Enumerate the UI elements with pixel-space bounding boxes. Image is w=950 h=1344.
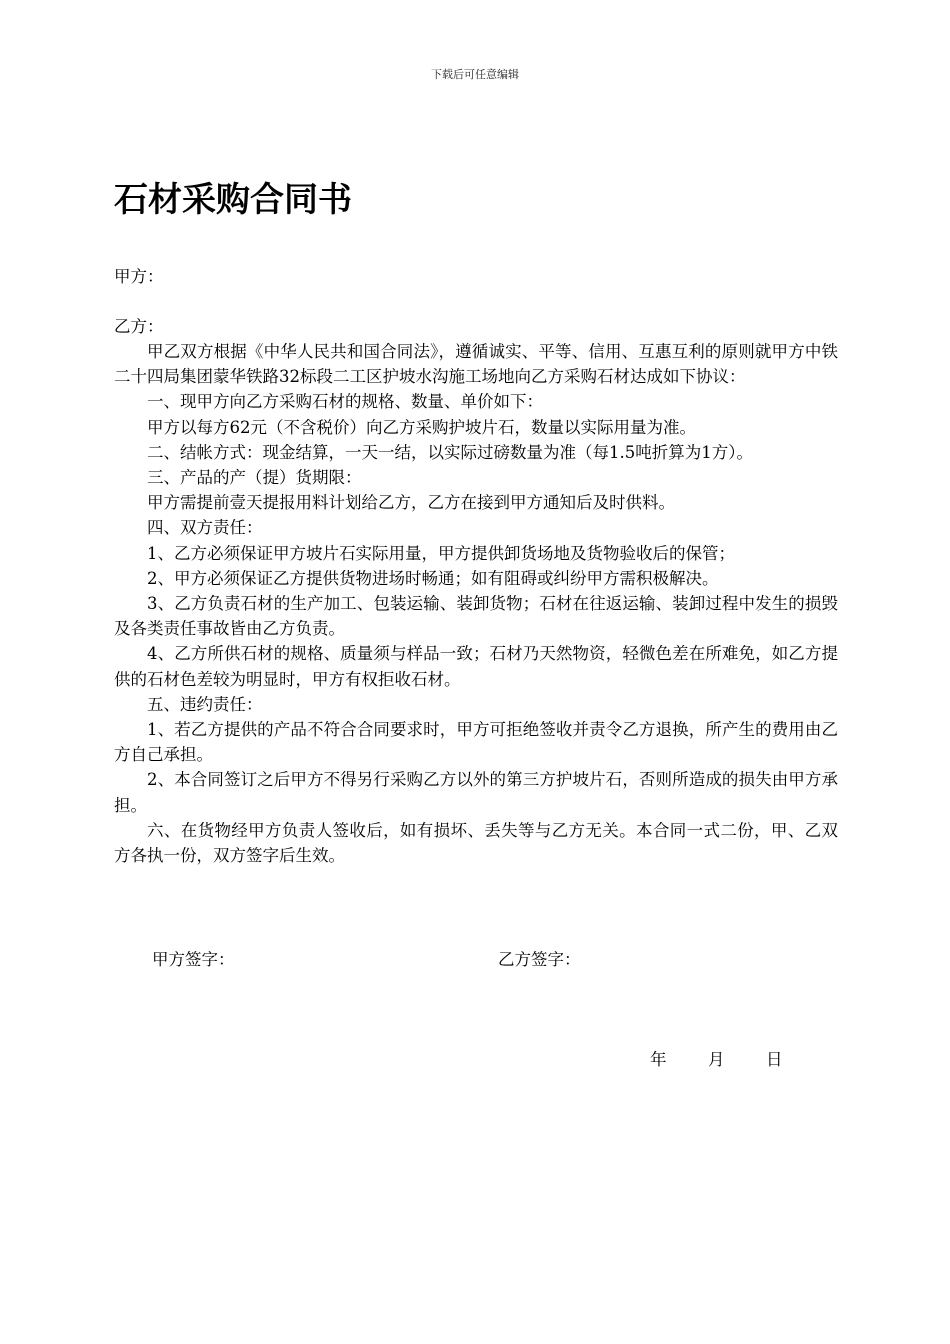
contract-paragraph: 一、现甲方向乙方采购石材的规格、数量、单价如下： — [147, 392, 543, 412]
date-day-label: 日 — [766, 1050, 783, 1069]
contract-paragraph: 四、双方责任： — [147, 518, 263, 538]
contract-paragraph: 3、乙方负责石材的生产加工、包装运输、装卸货物；石材在往返运输、装卸过程中发生的损毁及各类责任事故皆由乙方负责。 — [114, 594, 838, 639]
contract-paragraph: 甲方以每方62元（不含税价）向乙方采购护坡片石，数量以实际用量为准。 — [147, 417, 696, 437]
contract-paragraph: 1、乙方必须保证甲方坡片石实际用量，甲方提供卸货场地及货物验收后的保管； — [147, 543, 735, 563]
date-month-label: 月 — [708, 1050, 725, 1069]
date-line — [650, 1046, 783, 1070]
contract-paragraph: 1、若乙方提供的产品不符合合同要求时，甲方可拒绝签收并责令乙方退换，所产生的费用由乙方自己承担。 — [114, 720, 838, 765]
page-header-note: 下载后可任意编辑 — [431, 68, 519, 81]
contract-paragraph: 五、违约责任： — [147, 694, 263, 714]
contract-paragraph: 4、乙方所供石材的规格、质量须与样品一致；石材乃天然物资，轻微色差在所难免，如乙方提供的石材色差较为明显时，甲方有权拒收石材。 — [114, 644, 838, 689]
contract-paragraph: 2、本合同签订之后甲方不得另行采购乙方以外的第三方护坡片石，否则所造成的损失由甲方承担。 — [114, 770, 838, 815]
contract-paragraph: 三、产品的产（提）货期限： — [147, 468, 362, 488]
contract-paragraph: 二、结帐方式：现金结算，一天一结，以实际过磅数量为准（每1.5吨折算为1方）。 — [147, 442, 753, 462]
party-a-signature-label: 甲方签字： — [152, 950, 235, 969]
party-b-signature-label: 乙方签字： — [498, 950, 581, 969]
date-year-label: 年 — [650, 1050, 667, 1069]
contract-paragraph: 甲方需提前壹天提报用料计划给乙方，乙方在接到甲方通知后及时供料。 — [147, 493, 675, 513]
contract-paragraph: 甲乙双方根据《中华人民共和国合同法》，遵循诚实、平等、信用、互惠互利的原则就甲方中铁二十四局集团蒙华铁路32标段二工区护坡水沟施工场地向乙方采购石材达成如下协议： — [114, 342, 838, 387]
contract-body — [114, 176, 838, 868]
document-title: 石材采购合同书 — [114, 180, 352, 220]
contract-paragraph: 六、在货物经甲方负责人签收后，如有损坏、丢失等与乙方无关。本合同一式二份，甲、乙双方各执一份，双方签字后生效。 — [114, 820, 838, 866]
party-a-label: 甲方： — [114, 267, 164, 286]
contract-paragraph: 2、甲方必须保证乙方提供货物进场时畅通；如有阻碍或纠纷甲方需积极解决。 — [147, 568, 719, 588]
party-b-label: 乙方： — [114, 317, 164, 336]
